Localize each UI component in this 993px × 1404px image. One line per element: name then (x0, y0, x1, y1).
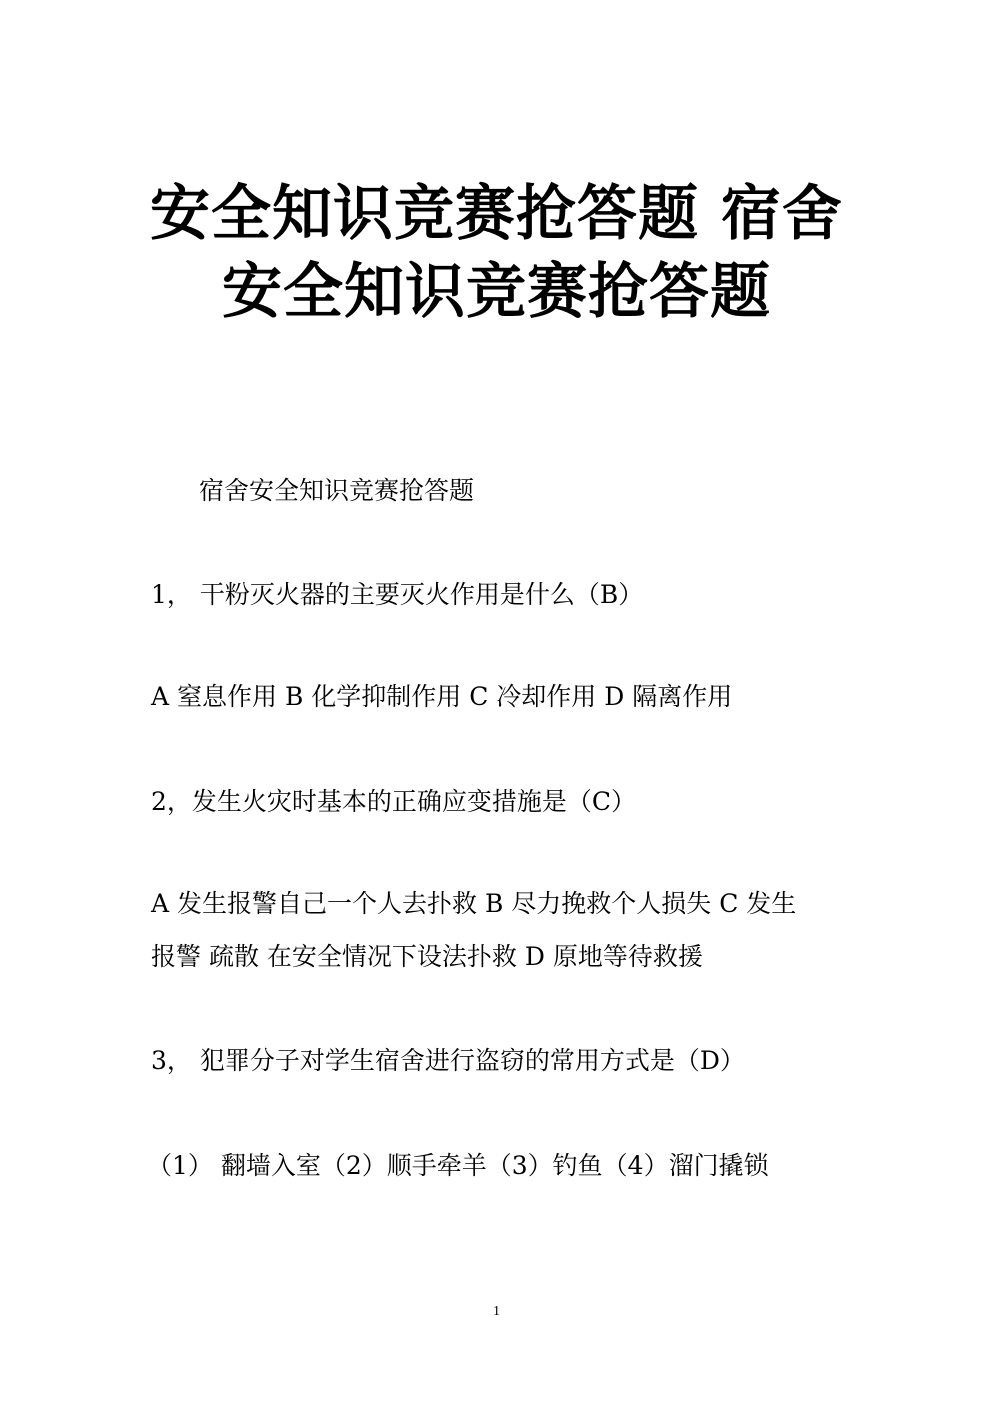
question-2-options-line-2: 报警 疏散 在安全情况下设法扑救 D 原地等待救援 (151, 942, 703, 971)
document-title-line-2: 安全知识竞赛抢答题 (222, 257, 771, 327)
subheading: 宿舍安全知识竞赛抢答题 (199, 476, 475, 505)
question-1-options: A 窒息作用 B 化学抑制作用 C 冷却作用 D 隔离作用 (151, 682, 733, 711)
question-2-options-line-1: A 发生报警自己一个人去扑救 B 尽力挽救个人损失 C 发生 (151, 889, 797, 918)
question-3: 3， 犯罪分子对学生宿舍进行盗窃的常用方式是（D） (151, 1046, 745, 1075)
question-3-options: （1） 翻墙入室（2）顺手牵羊（3）钓鱼（4）溜门撬锁 (147, 1151, 769, 1180)
question-1: 1， 干粉灭火器的主要灭火作用是什么（B） (151, 580, 644, 609)
page-number: 1 (493, 1304, 500, 1319)
question-2: 2，发生火灾时基本的正确应变措施是（C） (151, 787, 637, 816)
document-title-line-1: 安全知识竞赛抢答题 宿舍 (150, 179, 843, 249)
